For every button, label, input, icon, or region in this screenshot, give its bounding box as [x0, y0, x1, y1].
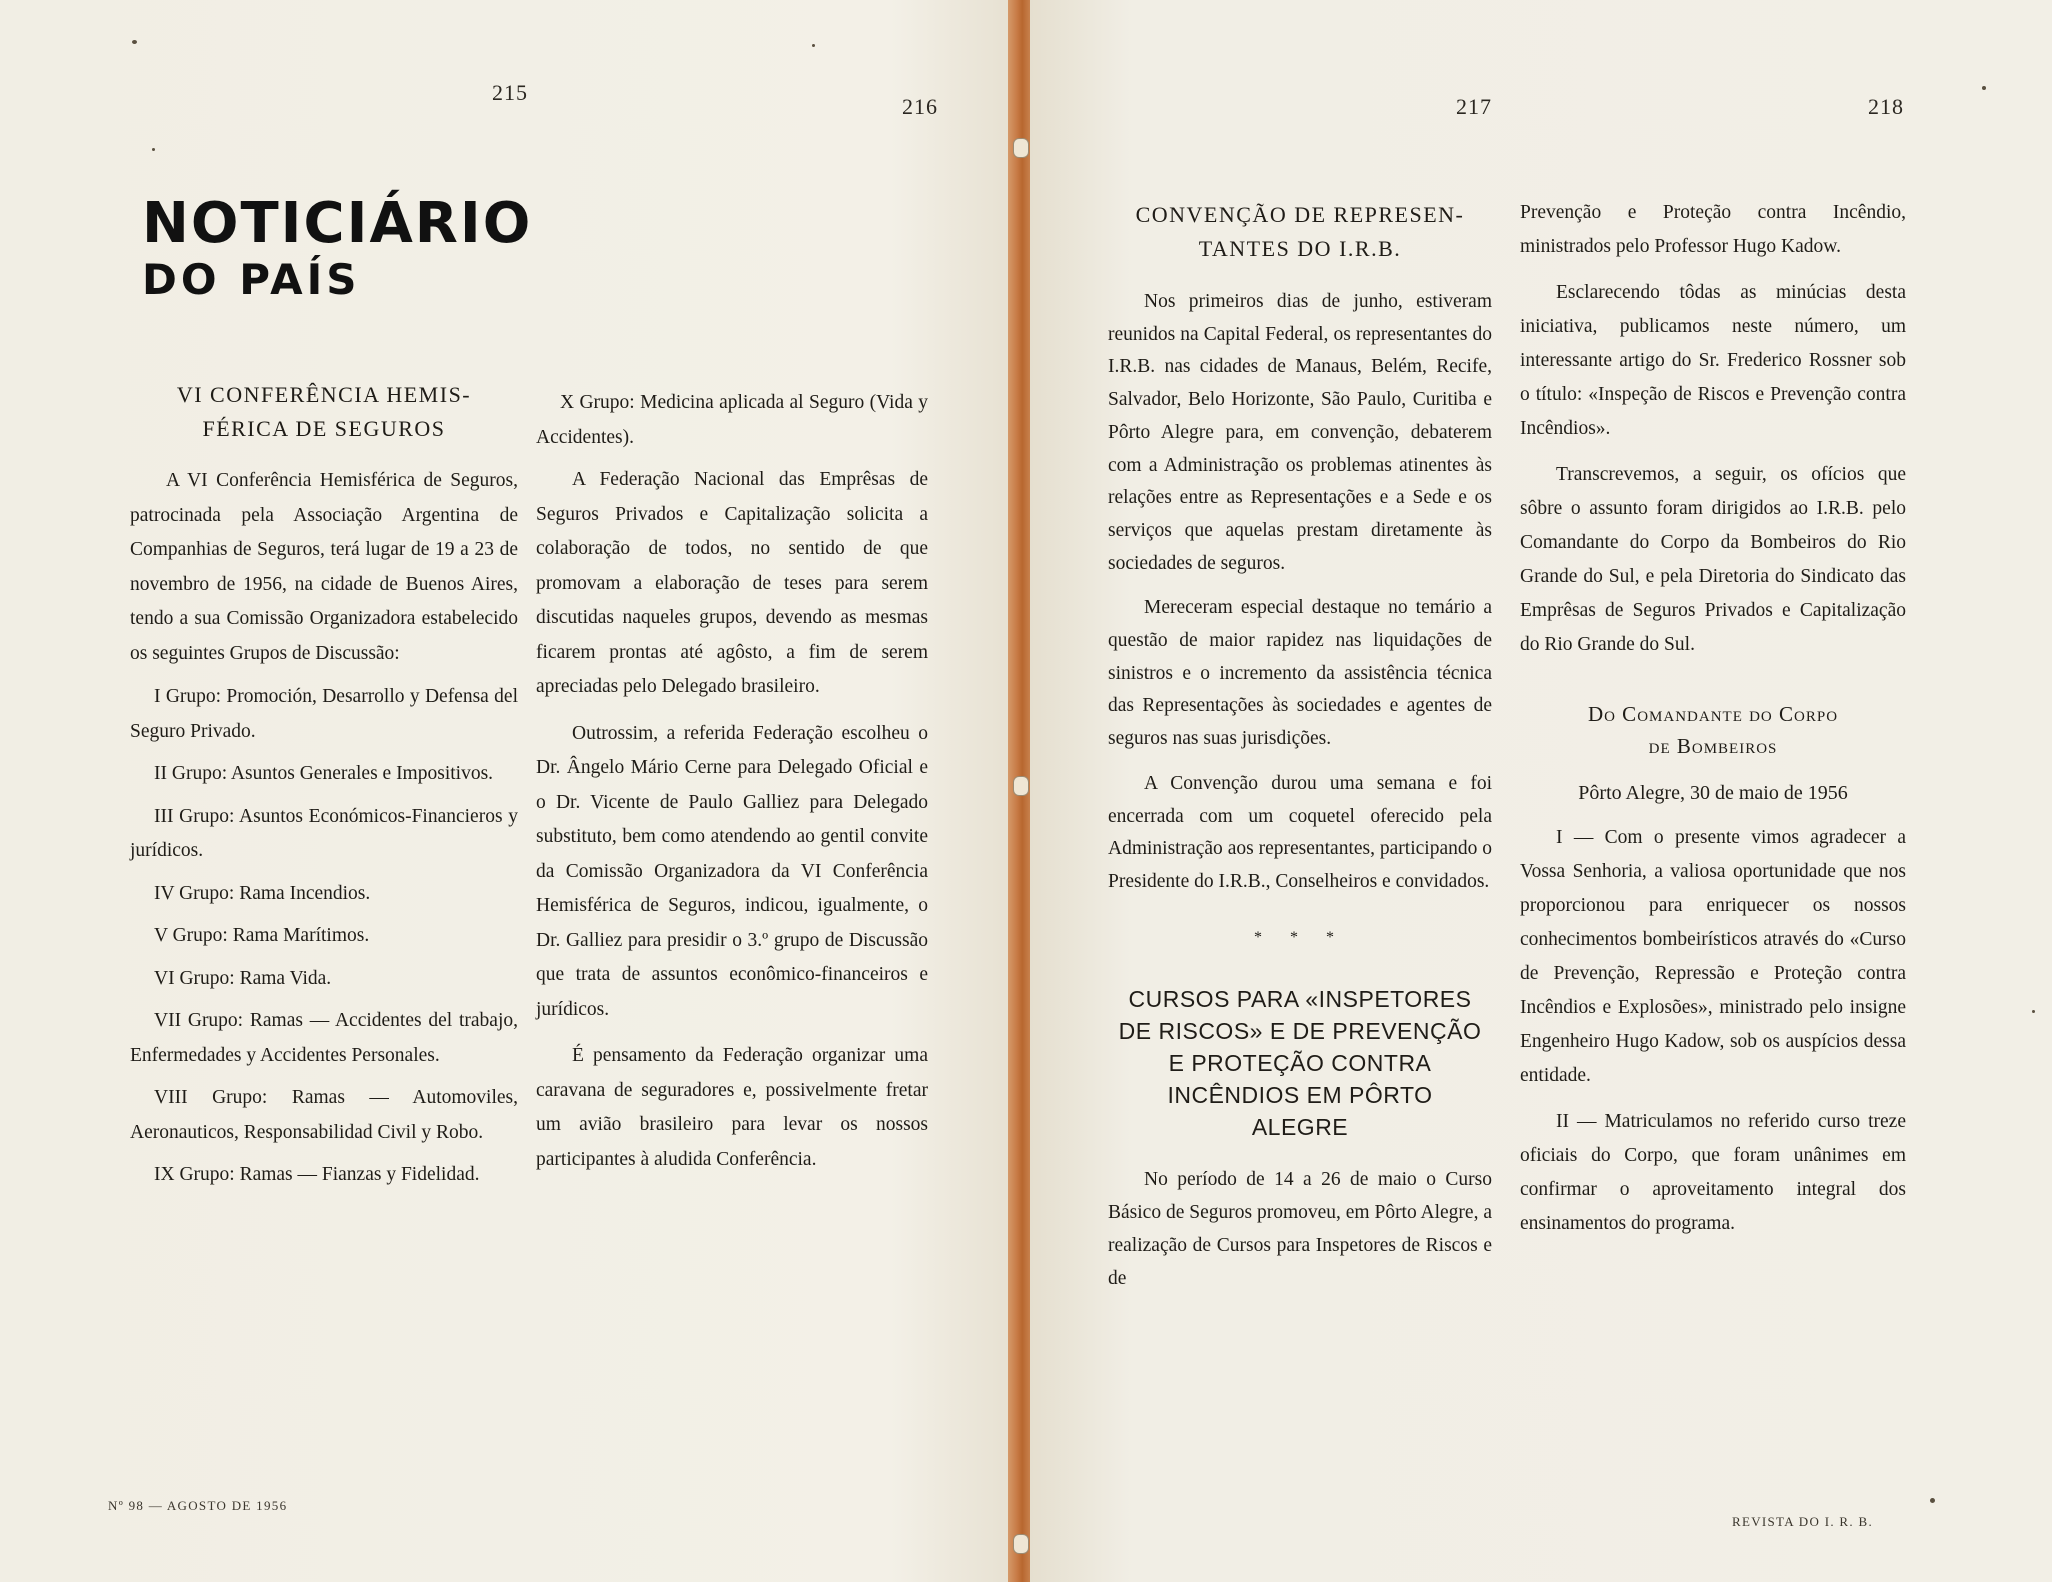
paper-speck: [812, 44, 815, 47]
paragraph-federacao: A Federação Nacional das Emprêsas de Seguros Privados e Capitalização solicita a colaboração de todos, no sentido de que promovam a elaboração de teses para serem discutidas naqueles grupos, devendo as mesmas ficarem prontas até agôsto, a fim de serem apreciadas pelo Delegado brasileiro.: [536, 469, 928, 697]
heading-line: ALEGRE: [1251, 1114, 1349, 1141]
right-page: [1030, 0, 2052, 1582]
heading-line: Do Comandante do Corpo: [1587, 702, 1839, 726]
paragraph-cursos-1-cont: Prevenção e Proteção contra Incêndio, ministrados pelo Professor Hugo Kadow.: [1520, 202, 1906, 257]
paragraph-caravana: É pensamento da Federação organizar uma caravana de seguradores e, possivelmente fretar um avião brasileiro para levar os nossos participantes à aludida Conferência.: [536, 1045, 928, 1170]
heading-line: INCÊNDIOS EM PÔRTO: [1167, 1082, 1433, 1109]
page-number-217: 217: [1456, 94, 1492, 119]
heading-line: VI CONFERÊNCIA HEMIS-: [176, 382, 472, 407]
column-3: [1108, 198, 1492, 1304]
heading-line: DE RISCOS» E DE PREVENÇÃO: [1118, 1018, 1482, 1045]
paragraph-cursos-2: Esclarecendo tôdas as minúcias desta iniciativa, publicamos neste número, um interessante artigo do Sr. Frederico Rossner sob o título: «Inspeção de Riscos e Prevenção contra Incêndios».: [1520, 282, 1906, 439]
paper-speck: [152, 148, 155, 151]
paper-speck: [1930, 1498, 1935, 1503]
group-item: III Grupo: Asuntos Económicos-Financieros y jurídicos.: [130, 805, 518, 861]
section-heading-conferencia: [130, 378, 518, 446]
group-item: II Grupo: Asuntos Generales e Impositivos.: [154, 763, 494, 784]
section-heading-cursos: [1108, 983, 1492, 1143]
headline-line2: DO PAÍS: [142, 255, 361, 304]
heading-line: FÉRICA DE SEGUROS: [202, 416, 446, 441]
left-page: [0, 0, 1012, 1582]
paper-speck: [1982, 86, 1986, 90]
column-2: [536, 386, 928, 1186]
column-1: [130, 378, 518, 1201]
page-number-216: 216: [902, 94, 938, 119]
group-item: X Grupo: Medicina aplicada al Seguro (Vida y Accidentes).: [536, 392, 928, 448]
group-item: V Grupo: Rama Marítimos.: [154, 925, 370, 946]
paper-speck: [2032, 1010, 2035, 1013]
page-number-218: 218: [1868, 94, 1904, 119]
paper-speck: [132, 40, 137, 44]
section-separator: * * *: [1254, 928, 1346, 946]
paragraph-oficio-item-2: II — Matriculamos no referido curso treze oficiais do Corpo, que foram unânimes em confirmar o aproveitamento integral dos ensinamentos do programa.: [1520, 1110, 1906, 1234]
column-4: [1520, 196, 1906, 1250]
group-item: VII Grupo: Ramas — Accidentes del trabajo, Enfermedades y Accidentes Personales.: [130, 1010, 518, 1066]
section-heading-convencao: [1108, 198, 1492, 266]
binding-stitch: [1013, 776, 1029, 796]
heading-line: E PROTEÇÃO CONTRA: [1168, 1050, 1432, 1077]
binding-stitch: [1013, 138, 1029, 158]
footer-publication: REVISTA DO I. R. B.: [1732, 1514, 1874, 1529]
heading-line: CURSOS PARA «INSPETORES: [1128, 986, 1472, 1013]
paragraph-convencao-3: A Convenção durou uma semana e foi encerrada com um coquetel oferecido pela Administração aos representantes, participando o Presidente do I.R.B., Conselheiros e convidados.: [1108, 772, 1492, 892]
paragraph-conferencia-intro: A VI Conferência Hemisférica de Seguros, patrocinada pela Associação Argentina de Companhias de Seguros, terá lugar de 19 a 23 de novembro de 1956, na cidade de Buenos Aires, tendo a sua Comissão Organizadora estabelecido os seguintes Grupos de Discussão:: [130, 470, 518, 664]
headline-line1: NOTICIÁRIO: [142, 191, 533, 256]
heading-line: CONVENÇÃO DE REPRESEN-: [1135, 202, 1465, 227]
section-heading-oficio: [1520, 698, 1906, 762]
group-item: IV Grupo: Rama Incendios.: [154, 882, 371, 904]
heading-line: de Bombeiros: [1648, 734, 1778, 758]
binding-stitch: [1013, 1534, 1029, 1554]
paragraph-convencao-2: Mereceram especial destaque no temário a questão de maior rapidez nas liquidações de sinistros e o incremento da assistência técnica das Representações às sociedades e agentes de seguros nas suas jurisdições.: [1108, 597, 1492, 750]
paragraph-convencao-1: Nos primeiros dias de junho, estiveram reunidos na Capital Federal, os representantes do I.R.B. nas cidades de Manaus, Belém, Recife, Salvador, Belo Horizonte, São Paulo, Curitiba e Pôrto Alegre para, em convenção, debaterem com a Administração os problemas atinentes às relações entre as Representações e a Sede e os serviços que aquelas prestam diretamente às sociedades de seguros.: [1108, 291, 1492, 574]
footer-issue: Nº 98 — AGOSTO DE 1956: [108, 1498, 288, 1513]
heading-line: TANTES DO I.R.B.: [1198, 236, 1402, 261]
paragraph-cursos-1: No período de 14 a 26 de maio o Curso Básico de Seguros promoveu, em Pôrto Alegre, a realização de Cursos para Inspetores de Riscos e de: [1108, 1169, 1492, 1290]
page-number-215: 215: [492, 80, 528, 105]
paragraph-oficio-item-1: I — Com o presente vimos agradecer a Vossa Senhoria, a valiosa oportunidade que nos proporcionou para enriquecer os nossos conhecimentos bombeirísticos através do «Curso de Prevenção, Repressão e Proteção contra Incêndios e Explosões», ministrado pelo insigne Engenheiro Hugo Kadow, sob os auspícios dessa entidade.: [1520, 826, 1906, 1086]
group-item: VIII Grupo: Ramas — Automoviles, Aeronauticos, Responsabilidad Civil y Robo.: [130, 1087, 518, 1143]
paragraph-cursos-3: Transcrevemos, a seguir, os ofícios que sôbre o assunto foram dirigidos ao I.R.B. pelo Comandante do Corpo da Bombeiros do Rio Grande do Sul, e pela Diretoria do Sindicato das Emprêsas de Seguros Privados e Capitalização do Rio Grande do Sul.: [1520, 464, 1906, 655]
group-item: IX Grupo: Ramas — Fianzas y Fidelidad.: [154, 1164, 480, 1185]
group-item: I Grupo: Promoción, Desarrollo y Defensa del Seguro Privado.: [130, 686, 518, 742]
dateline: Pôrto Alegre, 30 de maio de 1956: [1578, 782, 1848, 804]
paragraph-outrossim: Outrossim, a referida Federação escolheu o Dr. Ângelo Mário Cerne para Delegado Oficial e o Dr. Vicente de Paulo Galliez para Delegado substituto, bem como atendendo ao gentil convite da Comissão Organizadora da VI Conferência Hemisférica de Seguros, indicou, igualmente, o Dr. Galliez para presidir o 3.º grupo de Discussão que trata de assuntos econômico-financeiros e jurídicos.: [536, 722, 928, 1020]
group-item: VI Grupo: Rama Vida.: [154, 967, 332, 989]
